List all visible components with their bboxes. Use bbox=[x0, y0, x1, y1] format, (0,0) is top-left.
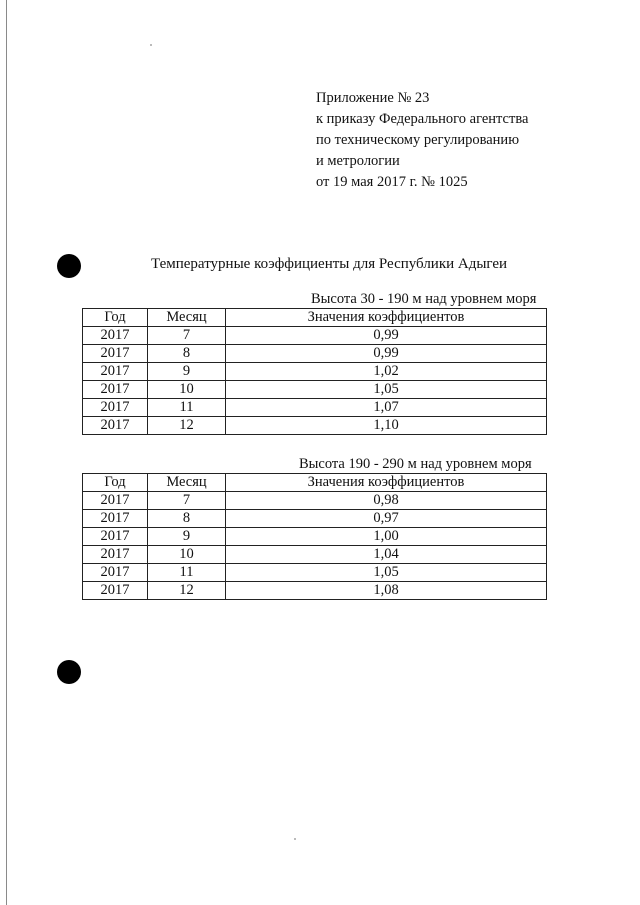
cell-value: 1,07 bbox=[226, 399, 547, 417]
table-row bbox=[83, 564, 547, 582]
table-caption-1: Высота 30 - 190 м над уровнем моря bbox=[311, 291, 537, 307]
cell-value: 0,99 bbox=[226, 345, 547, 363]
document-title: Температурные коэффициенты для Республики Адыгеи bbox=[151, 256, 508, 272]
cell-value: 1,04 bbox=[226, 546, 547, 564]
cell-year: 2017 bbox=[83, 345, 148, 363]
table-row bbox=[83, 399, 547, 417]
cell-value: 1,02 bbox=[226, 363, 547, 381]
cell-year: 2017 bbox=[83, 546, 148, 564]
table-row bbox=[83, 363, 547, 381]
cell-value: 1,08 bbox=[226, 582, 547, 600]
table-row bbox=[83, 510, 547, 528]
cell-value: 0,99 bbox=[226, 327, 547, 345]
column-header-year: Год bbox=[83, 474, 148, 492]
table-row bbox=[83, 381, 547, 399]
punch-hole-mark bbox=[57, 254, 81, 278]
table-row bbox=[83, 582, 547, 600]
cell-month: 12 bbox=[148, 417, 226, 435]
cell-month: 7 bbox=[148, 327, 226, 345]
column-header-value: Значения коэффициентов bbox=[226, 474, 547, 492]
cell-month: 10 bbox=[148, 381, 226, 399]
cell-month: 10 bbox=[148, 546, 226, 564]
header-line: по техническому регулированию bbox=[316, 132, 520, 148]
table-row bbox=[83, 546, 547, 564]
cell-month: 9 bbox=[148, 528, 226, 546]
scan-left-edge bbox=[6, 0, 7, 905]
cell-year: 2017 bbox=[83, 417, 148, 435]
cell-value: 1,05 bbox=[226, 564, 547, 582]
cell-month: 11 bbox=[148, 399, 226, 417]
cell-year: 2017 bbox=[83, 363, 148, 381]
header-line: Приложение № 23 bbox=[316, 90, 430, 106]
scan-speck bbox=[294, 838, 296, 840]
cell-month: 11 bbox=[148, 564, 226, 582]
column-header-month: Месяц bbox=[148, 474, 226, 492]
cell-year: 2017 bbox=[83, 492, 148, 510]
cell-value: 1,00 bbox=[226, 528, 547, 546]
header-line: от 19 мая 2017 г. № 1025 bbox=[316, 174, 468, 190]
cell-year: 2017 bbox=[83, 381, 148, 399]
scan-speck bbox=[150, 44, 152, 46]
table-header-row bbox=[83, 309, 547, 327]
table-caption-2: Высота 190 - 290 м над уровнем моря bbox=[299, 456, 532, 472]
header-line: и метрологии bbox=[316, 153, 400, 169]
column-header-value: Значения коэффициентов bbox=[226, 309, 547, 327]
cell-year: 2017 bbox=[83, 510, 148, 528]
cell-year: 2017 bbox=[83, 564, 148, 582]
table-header-row bbox=[83, 474, 547, 492]
cell-month: 9 bbox=[148, 363, 226, 381]
cell-year: 2017 bbox=[83, 399, 148, 417]
cell-month: 8 bbox=[148, 510, 226, 528]
coefficients-table-2 bbox=[82, 473, 547, 600]
cell-value: 1,10 bbox=[226, 417, 547, 435]
cell-year: 2017 bbox=[83, 582, 148, 600]
cell-month: 7 bbox=[148, 492, 226, 510]
table-row bbox=[83, 417, 547, 435]
table-row bbox=[83, 528, 547, 546]
coefficients-table-1 bbox=[82, 308, 547, 435]
cell-year: 2017 bbox=[83, 528, 148, 546]
column-header-year: Год bbox=[83, 309, 148, 327]
table-row bbox=[83, 492, 547, 510]
cell-value: 0,97 bbox=[226, 510, 547, 528]
cell-year: 2017 bbox=[83, 327, 148, 345]
header-line: к приказу Федерального агентства bbox=[316, 111, 529, 127]
punch-hole-mark bbox=[57, 660, 81, 684]
table-row bbox=[83, 327, 547, 345]
cell-month: 12 bbox=[148, 582, 226, 600]
cell-month: 8 bbox=[148, 345, 226, 363]
appendix-header bbox=[316, 88, 528, 193]
table-row bbox=[83, 345, 547, 363]
cell-value: 1,05 bbox=[226, 381, 547, 399]
cell-value: 0,98 bbox=[226, 492, 547, 510]
column-header-month: Месяц bbox=[148, 309, 226, 327]
